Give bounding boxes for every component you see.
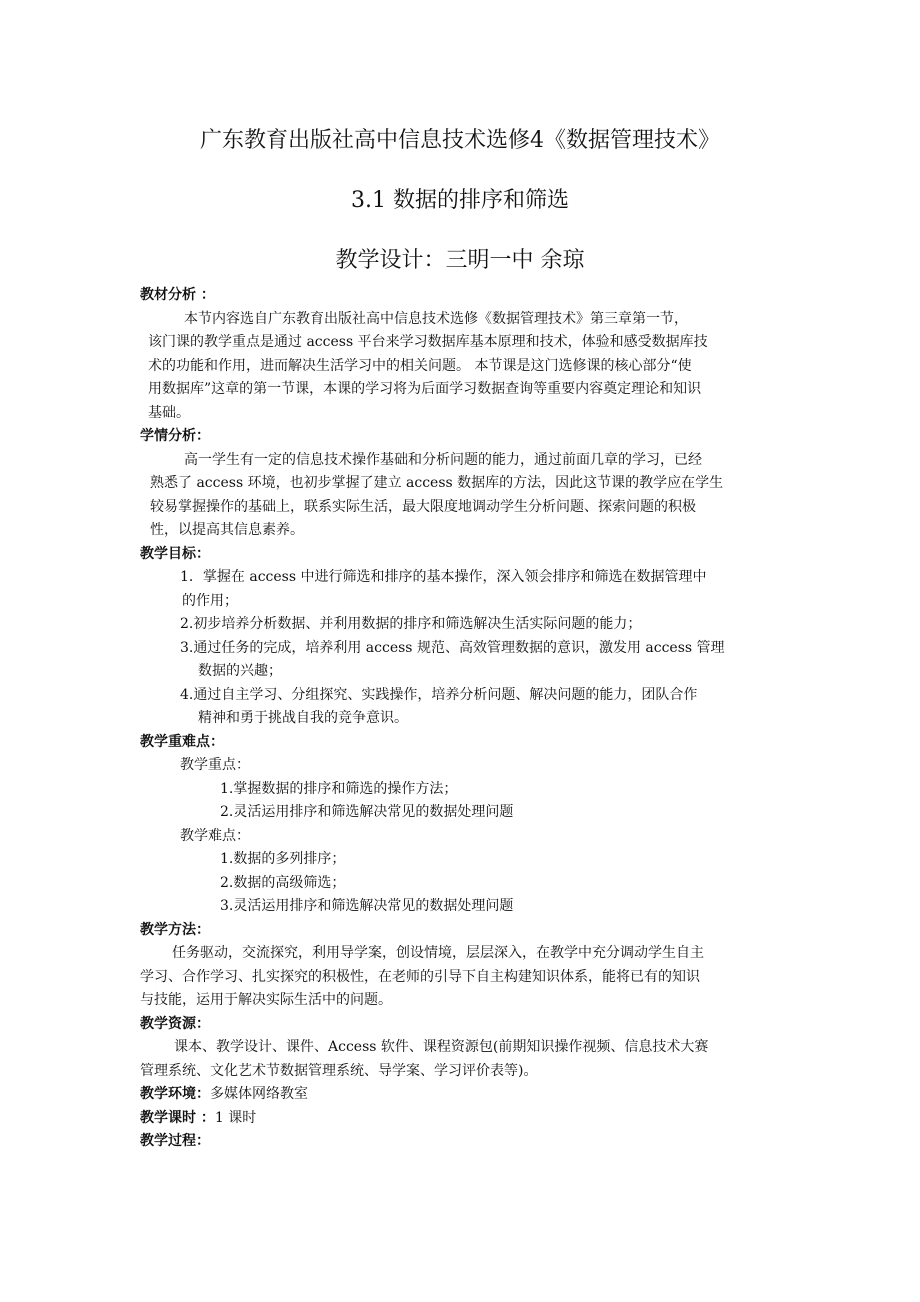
focus-label: 教学重点： [180, 757, 250, 773]
goals-list [180, 566, 786, 731]
material-line: 本节内容选自广东教育出版社高中信息技术选修《数据管理技术》第三章第一节， [184, 310, 688, 327]
goal-item-continued: 数据的兴趣； [198, 663, 282, 679]
difficulty-item: 2.数据的高级筛选； [220, 874, 346, 891]
goal-item: 2.初步培养分析数据、并利用数据的排序和筛选解决生活实际问题的能力； [180, 616, 642, 632]
document-body [0, 284, 920, 1154]
material-line: 基础。 [148, 404, 190, 421]
difficulty-label: 教学难点： [180, 827, 250, 844]
resources-heading: 教学资源： [140, 1015, 210, 1032]
goal-item-continued: 的作用； [182, 592, 238, 609]
focus-item: 1.掌握数据的排序和筛选的操作方法； [220, 780, 458, 797]
students-line: 较易掌握操作的基础上，联系实际生活，最大限度地调动学生分析问题、探索问题的积极 [150, 498, 696, 515]
author-line: 教学设计：三明一中 余琼 [335, 248, 585, 273]
resources-line: 课本、教学设计、课件、Access 软件、课程资源包(前期知识操作视频、信息技术大赛 [174, 1039, 709, 1055]
goal-item-continued: 精神和勇于挑战自我的竞争意识。 [198, 710, 408, 726]
students-line: 高一学生有一定的信息技术操作基础和分析问题的能力，通过前面几章的学习，已经 [184, 451, 702, 468]
difficulty-item: 1.数据的多列排序； [220, 851, 346, 867]
document-title: 广东教育出版社高中信息技术选修4《数据管理技术》 [200, 128, 720, 153]
methods-heading: 教学方法： [140, 921, 210, 938]
students-paragraph [150, 449, 786, 543]
students-line: 熟悉了 access 环境，也初步掌握了建立 access 数据库的方法，因此这节课的教学应在学生 [150, 475, 724, 491]
process-heading: 教学过程： [140, 1133, 210, 1149]
environment-heading: 教学环境： [140, 1086, 210, 1102]
material-line: 用数据库”这章的第一节课，本课的学习将为后面学习数据查询等重要内容奠定理论和知识 [148, 381, 702, 397]
goal-item: 4.通过自主学习、分组探究、实践操作，培养分析问题、解决问题的能力，团队合作 [180, 686, 698, 703]
goals-heading: 教学目标： [140, 545, 210, 562]
material-line: 术的功能和作用，进而解决生活学习中的相关问题。 本节课是这门选修课的核心部分“使 [148, 357, 692, 374]
methods-line: 学习、合作学习、扎实探究的积极性，在老师的引导下自主构建知识体系，能将已有的知识 [140, 968, 700, 985]
hours-line [140, 1107, 920, 1131]
section-title: 3.1 数据的排序和筛选 [351, 188, 569, 213]
material-line: 该门课的教学重点是通过 access 平台来学习数据库基本原理和技术，体验和感受数据库技 [148, 334, 708, 350]
environment-value: 多媒体网络教室 [210, 1086, 308, 1102]
environment-line [140, 1083, 920, 1107]
keypoints-heading: 教学重难点： [140, 733, 224, 750]
goal-item: 1．掌握在 access 中进行筛选和排序的基本操作，深入领会排序和筛选在数据管理中 [180, 569, 707, 585]
material-heading: 教材分析 ： [140, 287, 215, 303]
methods-paragraph [140, 942, 786, 1013]
methods-line: 任务驱动，交流探究，利用导学案，创设情境，层层深入，在教学中充分调动学生自主 [172, 945, 704, 961]
methods-line: 与技能，运用于解决实际生活中的问题。 [140, 992, 392, 1008]
goal-item: 3.通过任务的完成，培养利用 access 规范、高效管理数据的意识，激发用 access 管理 [180, 639, 725, 656]
students-line: 性，以提高其信息素养。 [150, 522, 304, 538]
hours-heading: 教学课时 ： [140, 1109, 215, 1126]
resources-paragraph [140, 1036, 786, 1083]
focus-item: 2.灵活运用排序和筛选解决常见的数据处理问题 [220, 804, 514, 820]
difficulty-item: 3.灵活运用排序和筛选解决常见的数据处理问题 [220, 898, 514, 914]
students-heading: 学情分析： [140, 428, 210, 444]
resources-line: 管理系统、文化艺术节数据管理系统、导学案、学习评价表等)。 [140, 1062, 538, 1079]
material-paragraph [148, 308, 786, 426]
hours-value: 1 课时 [214, 1109, 257, 1126]
